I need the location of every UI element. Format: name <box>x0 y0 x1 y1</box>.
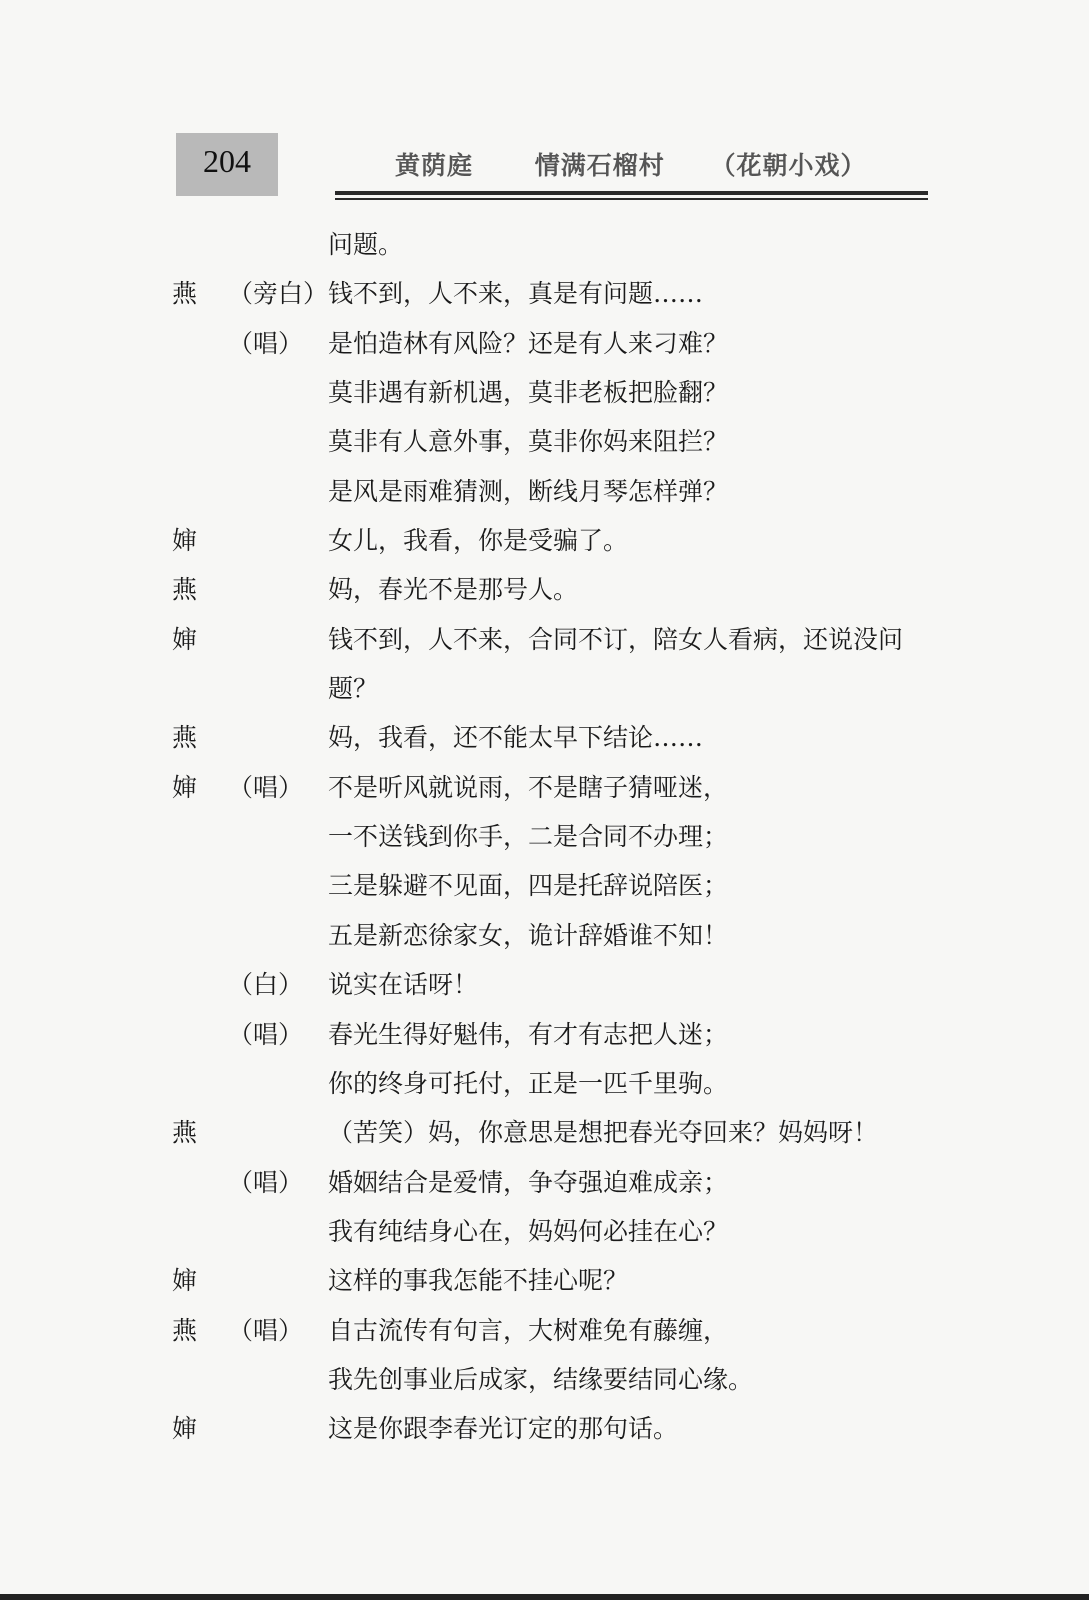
line-text: 问题。 <box>328 230 404 259</box>
stage-cue: （唱） <box>228 772 304 802</box>
header-subtitle: （花朝小戏） <box>710 151 867 180</box>
scan-edge <box>0 1594 1089 1600</box>
speaker-name: 燕 <box>172 1118 198 1148</box>
line-text: 不是听风就说雨，不是瞎子猜哑迷， <box>328 772 729 802</box>
line-text: 这样的事我怎能不挂心呢？ <box>328 1266 629 1296</box>
line-text: 自古流传有句言，大树难免有藤缠， <box>328 1315 729 1345</box>
script-line <box>0 220 1089 269</box>
line-text: 妈，春光不是那号人。 <box>328 575 579 605</box>
script-line <box>0 1010 1089 1059</box>
speaker-name: 婶 <box>172 526 198 556</box>
script-line <box>0 615 1089 664</box>
line-text: 钱不到，人不来，合同不订，陪女人看病，还说没问 <box>328 624 904 654</box>
line-text: 说实在话呀！ <box>328 970 479 1000</box>
speaker-name: 婶 <box>172 772 198 802</box>
line-text: 我有纯结身心在，妈妈何必挂在心？ <box>328 1216 729 1246</box>
script-line <box>0 960 1089 1009</box>
line-text: 题？ <box>328 674 379 704</box>
line-text: 莫非有人意外事，莫非你妈来阻拦？ <box>328 427 729 457</box>
line-text: 莫非遇有新机遇，莫非老板把脸翻？ <box>328 378 729 408</box>
script-line <box>0 812 1089 861</box>
header-rule-thick <box>335 191 928 195</box>
line-text: 春光生得好魁伟，有才有志把人迷； <box>328 1019 729 1049</box>
stage-cue: （唱） <box>228 1315 304 1345</box>
speaker-name: 燕 <box>172 575 198 605</box>
script-line <box>0 565 1089 614</box>
stage-cue: （旁白） <box>228 279 329 309</box>
script-line <box>0 319 1089 368</box>
speaker-name: 燕 <box>172 1315 198 1345</box>
line-text: 婚姻结合是爱情，争夺强迫难成亲； <box>328 1167 729 1197</box>
line-text: 一不送钱到你手，二是合同不办理； <box>328 822 729 852</box>
line-text: 是风是雨难猜测，断线月琴怎样弹？ <box>328 476 729 506</box>
line-text: 你的终身可托付，正是一匹千里驹。 <box>328 1068 729 1098</box>
script-line <box>0 1355 1089 1404</box>
line-text: 妈，我看，还不能太早下结论…… <box>328 723 704 753</box>
line-text: 三是躲避不见面，四是托辞说陪医； <box>328 871 729 901</box>
script-line <box>0 368 1089 417</box>
script-line <box>0 1256 1089 1305</box>
script-line <box>0 763 1089 812</box>
page-number-box <box>176 133 278 196</box>
speaker-name: 燕 <box>172 279 198 309</box>
speaker-name: 婶 <box>172 1414 198 1444</box>
script-line <box>0 861 1089 910</box>
line-text: 这是你跟李春光订定的那句话。 <box>328 1414 679 1444</box>
line-text: （苦笑）妈，你意思是想把春光夺回来？妈妈呀！ <box>328 1118 879 1148</box>
line-text: 钱不到，人不来，真是有问题…… <box>328 279 704 309</box>
script-line <box>0 1306 1089 1355</box>
script-body <box>0 220 1089 1454</box>
script-line <box>0 664 1089 713</box>
running-header <box>395 146 866 182</box>
script-line <box>0 467 1089 516</box>
line-text: 我先创事业后成家，结缘要结同心缘。 <box>328 1364 754 1394</box>
stage-cue: （唱） <box>228 1019 304 1049</box>
line-text: 女儿，我看，你是受骗了。 <box>328 526 629 556</box>
speaker-name: 燕 <box>172 723 198 753</box>
script-line <box>0 713 1089 762</box>
script-line <box>0 1108 1089 1157</box>
line-text: 是怕造林有风险？还是有人来刁难？ <box>328 328 729 358</box>
header-title: 情满石榴村 <box>534 151 665 180</box>
stage-cue: （白） <box>228 970 304 1000</box>
script-line <box>0 911 1089 960</box>
page-number: 204 <box>203 143 251 179</box>
header-author: 黄荫庭 <box>395 151 474 180</box>
script-line <box>0 417 1089 466</box>
stage-cue: （唱） <box>228 1167 304 1197</box>
script-line <box>0 1158 1089 1207</box>
speaker-name: 婶 <box>172 1266 198 1296</box>
script-line <box>0 269 1089 318</box>
header-rule-thin <box>335 198 928 200</box>
line-text: 五是新恋徐家女，诡计辞婚谁不知！ <box>328 920 729 950</box>
script-line <box>0 1059 1089 1108</box>
stage-cue: （唱） <box>228 328 304 358</box>
script-line <box>0 1404 1089 1453</box>
speaker-name: 婶 <box>172 624 198 654</box>
script-line <box>0 516 1089 565</box>
script-line <box>0 1207 1089 1256</box>
